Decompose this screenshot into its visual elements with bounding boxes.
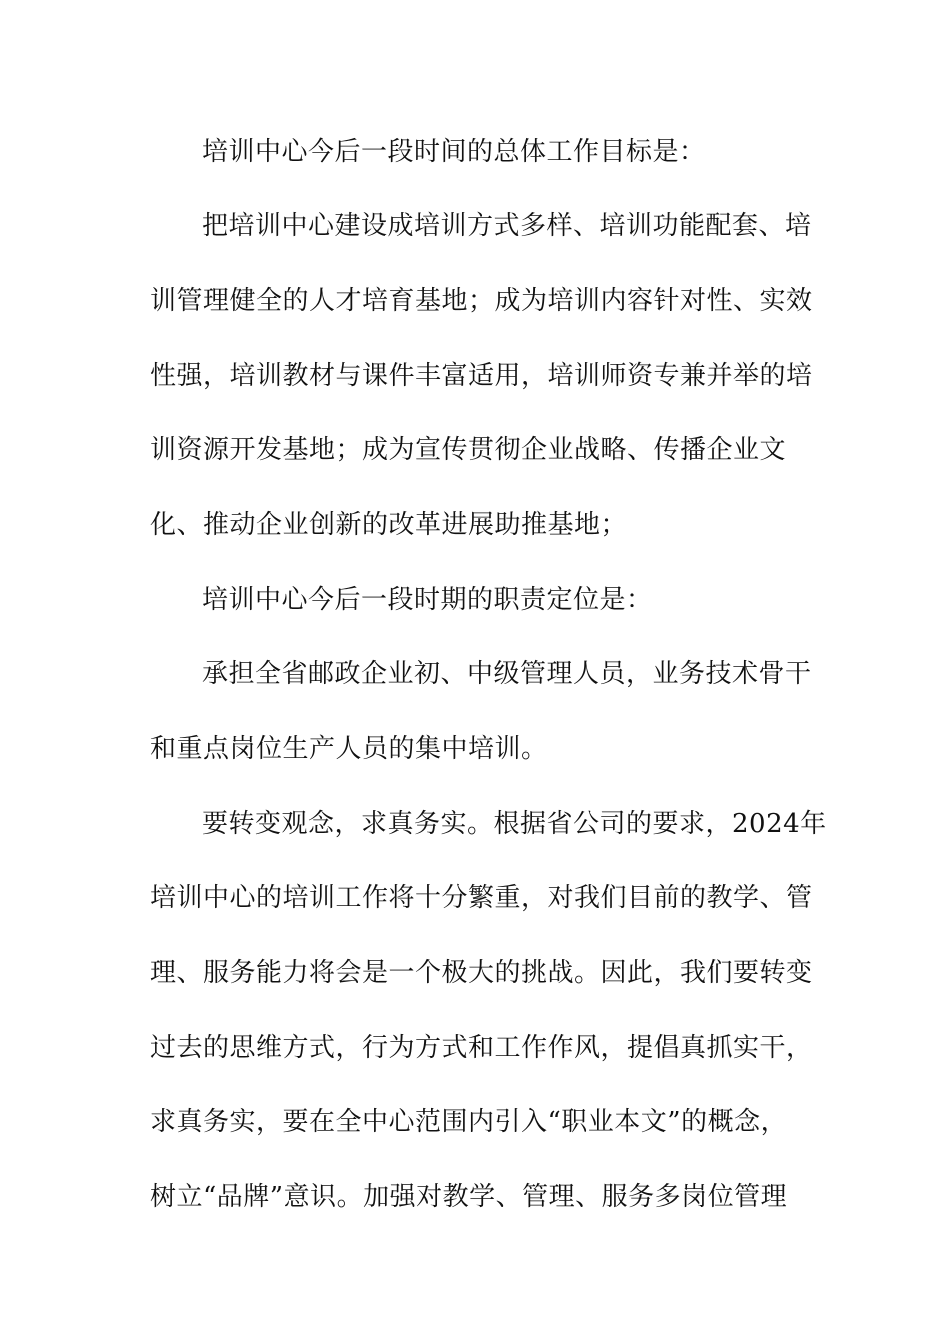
paragraph-line: 性强，培训教材与课件丰富适用，培训师资专兼并举的培 (150, 361, 813, 391)
paragraph-line: 培训中心今后一段时间的总体工作目标是： (202, 137, 706, 167)
paragraph-line: 树立“品牌”意识。加强对教学、管理、服务多岗位管理 (150, 1182, 788, 1212)
paragraph-line: 理、服务能力将会是一个极大的挑战。因此，我们要转变 (150, 958, 813, 988)
paragraph-line: 求真务实，要在全中心范围内引入“职业本文”的概念， (150, 1107, 788, 1137)
paragraph-line: 化、推动企业创新的改革进展助推基地； (150, 510, 628, 540)
paragraph-line: 承担全省邮政企业初、中级管理人员，业务技术骨干 (202, 659, 812, 689)
paragraph-line: 训资源开发基地；成为宣传贯彻企业战略、传播企业文 (150, 435, 787, 465)
paragraph-line: 和重点岗位生产人员的集中培训。 (150, 734, 548, 764)
paragraph-line: 把培训中心建设成培训方式多样、培训功能配套、培 (202, 211, 812, 241)
paragraph-line: 过去的思维方式，行为方式和工作作风，提倡真抓实干， (150, 1033, 813, 1063)
paragraph-line: 要转变观念，求真务实。根据省公司的要求，2024年 (202, 809, 827, 839)
paragraph-line: 培训中心今后一段时期的职责定位是： (202, 585, 653, 615)
paragraph-line: 训管理健全的人才培育基地；成为培训内容针对性、实效 (150, 286, 813, 316)
paragraph-line: 培训中心的培训工作将十分繁重，对我们目前的教学、管 (150, 883, 813, 913)
